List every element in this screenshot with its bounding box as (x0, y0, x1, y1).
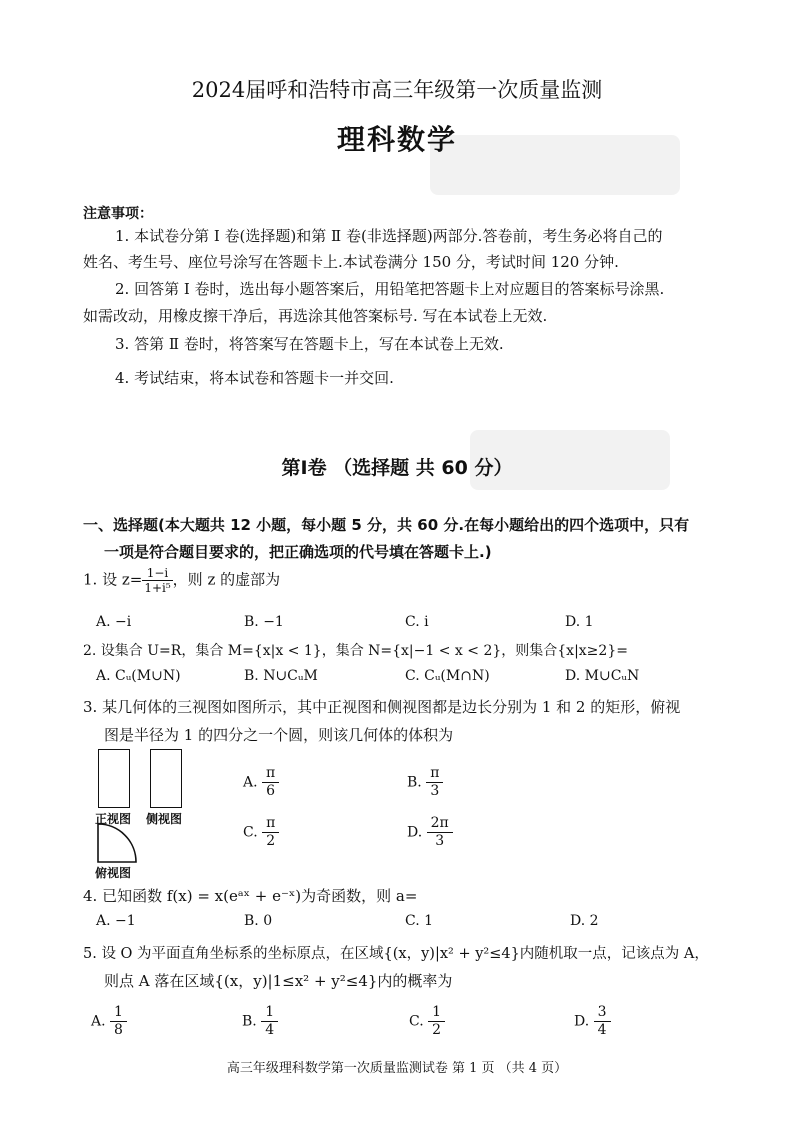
question-3-line1: 3. 某几何体的三视图如图所示，其中正视图和侧视图都是边长分别为 1 和 2 的矩形，俯视 (83, 698, 681, 716)
notice-line: 4. 考试结束，将本试卷和答题卡一并交回. (115, 369, 394, 387)
q1-option-d: D. 1 (565, 614, 594, 630)
q3-option-a-fraction (262, 765, 279, 800)
notice-heading: 注意事项： (83, 206, 153, 222)
q4-option-d: D. 2 (570, 913, 599, 929)
q3-option-d-fraction (427, 815, 453, 850)
q1-frac-num: 1−i (142, 566, 172, 581)
q4-option-c: C. 1 (405, 913, 434, 929)
q3-option-b (407, 765, 443, 800)
subject-title: 理科数学 (336, 123, 457, 156)
page-footer: 高三年级理科数学第一次质量监测试卷 第 1 页 （共 4 页） (226, 1061, 568, 1076)
notice-line: 3. 答第 Ⅱ 卷时，将答案写在答题卡上，写在本试卷上无效. (115, 335, 504, 353)
q5-option-d-fraction (594, 1004, 611, 1039)
notice-line: 1. 本试卷分第 Ⅰ 卷(选择题)和第 Ⅱ 卷(非选择题)两部分.答卷前，考生务必将自己的 (115, 227, 663, 245)
frac-num: π (426, 765, 443, 783)
q3-option-d-letter: D. (407, 824, 423, 841)
q1-fraction (142, 566, 172, 595)
frac-den: 6 (266, 783, 276, 799)
notice-line: 姓名、考生号、座位号涂写在答题卡上.本试卷满分 150 分，考试时间 120 分钟. (83, 253, 619, 271)
frac-num: 2π (427, 815, 453, 833)
section-title: 第Ⅰ卷 （选择题 共 60 分） (281, 457, 513, 479)
notice-line: 2. 回答第 Ⅰ 卷时，选出每小题答案后，用铅笔把答题卡上对应题目的答案标号涂黑. (115, 280, 665, 298)
frac-den: 4 (265, 1022, 275, 1038)
frac-den: 2 (432, 1022, 442, 1038)
q1-frac-den: 1+i⁵ (144, 581, 171, 595)
frac-num: π (262, 815, 279, 833)
question-5-line1: 5. 设 O 为平面直角坐标系的坐标原点，在区域{(x，y)|x² + y²≤4}内随机取一点，记该点为 A， (83, 946, 709, 962)
question-3-line2: 图是半径为 1 的四分之一个圆，则该几何体的体积为 (104, 726, 454, 744)
frac-den: 8 (114, 1022, 123, 1038)
exam-title: 2024届呼和浩特市高三年级第一次质量监测 (191, 78, 603, 102)
q1-prefix: 1. 设 z= (83, 570, 143, 589)
section-instruction: 一、选择题(本大题共 12 小题，每小题 5 分，共 60 分.在每小题给出的四个选项中，只有 (83, 516, 690, 534)
q1-suffix: ，则 z 的虚部为 (172, 570, 281, 589)
q5-option-c-letter: C. (409, 1013, 424, 1030)
front-view-rect (98, 749, 130, 808)
q5-option-b (242, 1004, 278, 1039)
frac-num: 1 (428, 1004, 445, 1022)
notice-line: 如需改动，用橡皮擦干净后，再选涂其他答案标号. 写在本试卷上无效. (83, 307, 548, 325)
q1-option-c: C. i (405, 614, 429, 630)
question-2-stem: 2. 设集合 U=R，集合 M={x|x < 1}，集合 N={x|−1 < x < 2}，则集合{x|x≥2}= (83, 643, 628, 659)
q3-option-d (407, 815, 453, 850)
q3-option-a (243, 765, 279, 800)
q5-option-d (574, 1004, 611, 1039)
q1-option-a: A. −i (96, 614, 132, 630)
frac-num: π (262, 765, 279, 783)
frac-den: 4 (597, 1022, 607, 1038)
q2-option-b: B. N∪CᵤM (244, 668, 318, 684)
q2-option-a: A. Cᵤ(M∪N) (96, 668, 181, 684)
question-1-stem (83, 566, 280, 595)
q1-option-b: B. −1 (244, 614, 284, 630)
q3-option-a-letter: A. (243, 774, 258, 791)
frac-num: 1 (261, 1004, 278, 1022)
top-view-label: 俯视图 (95, 866, 132, 880)
q5-option-d-letter: D. (574, 1013, 590, 1030)
q5-option-a-letter: A. (91, 1013, 106, 1030)
q2-option-c: C. Cᵤ(M∩N) (405, 668, 490, 684)
q3-option-c (243, 815, 279, 850)
q4-option-b: B. 0 (244, 913, 273, 929)
q3-option-c-fraction (262, 815, 279, 850)
frac-den: 3 (435, 833, 445, 849)
top-view-quarter-circle (96, 822, 138, 864)
frac-num: 1 (110, 1004, 127, 1022)
side-view-rect (150, 749, 182, 808)
q5-option-c-fraction (428, 1004, 445, 1039)
question-4-stem: 4. 已知函数 f(x) = x(eᵃˣ + e⁻ˣ)为奇函数，则 a= (83, 887, 418, 905)
q3-option-b-fraction (426, 765, 443, 800)
front-view-label: 正视图 (95, 812, 132, 826)
q5-option-b-letter: B. (242, 1013, 257, 1030)
frac-den: 3 (430, 783, 440, 799)
frac-num: 3 (594, 1004, 611, 1022)
q2-option-d: D. M∪CᵤN (565, 668, 640, 684)
q3-option-b-letter: B. (407, 774, 422, 791)
frac-den: 2 (266, 833, 276, 849)
side-view-label: 侧视图 (146, 812, 183, 826)
q4-option-a: A. −1 (96, 913, 136, 929)
q3-option-c-letter: C. (243, 824, 258, 841)
q5-option-a-fraction (110, 1004, 127, 1039)
section-instruction: 一项是符合题目要求的，把正确选项的代号填在答题卡上.) (104, 543, 492, 561)
q5-option-b-fraction (261, 1004, 278, 1039)
q5-option-c (409, 1004, 445, 1039)
q5-option-a (91, 1004, 127, 1039)
question-5-line2: 则点 A 落在区域{(x，y)|1≤x² + y²≤4}内的概率为 (104, 972, 453, 990)
